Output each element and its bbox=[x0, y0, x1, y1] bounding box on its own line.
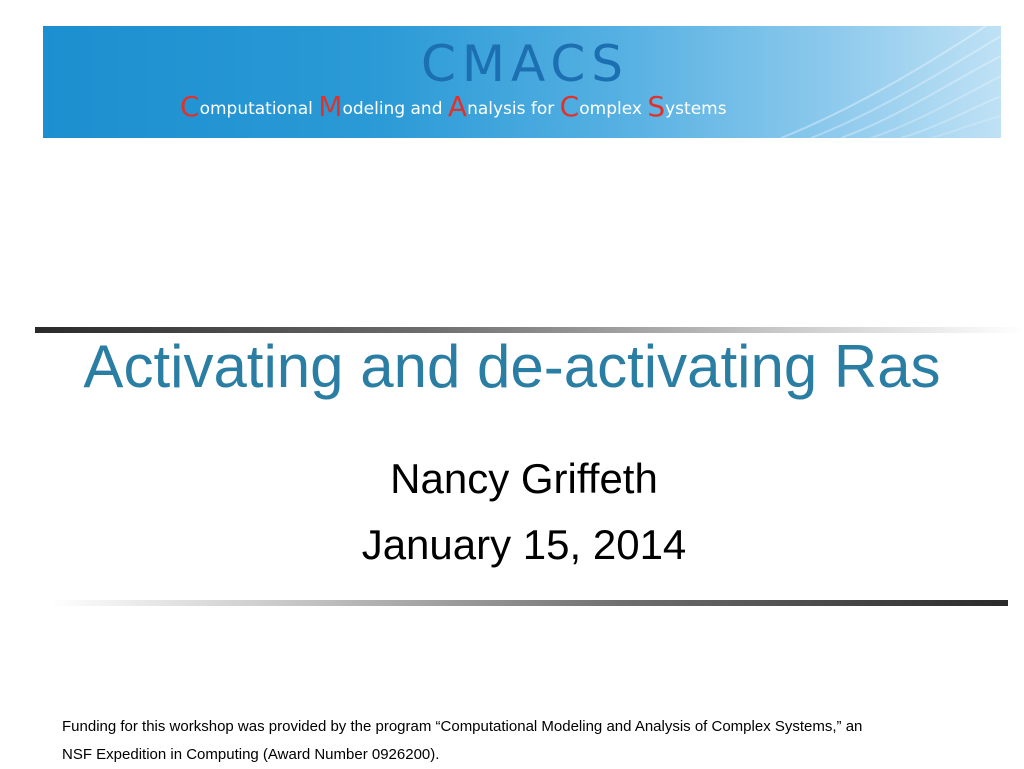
funding-line: NSF Expedition in Computing (Award Number 0926200). bbox=[62, 746, 440, 763]
slide-title: Activating and de-activating Ras bbox=[83, 333, 941, 400]
tagline-word: omputational bbox=[199, 99, 319, 119]
funding-note bbox=[62, 713, 982, 769]
funding-line: Funding for this workshop was provided by the program “Computational Modeling and Analysis of Complex Systems,” an bbox=[62, 718, 863, 735]
cmacs-tagline bbox=[180, 90, 727, 123]
banner-decoration bbox=[741, 26, 1001, 138]
slide-author: Nancy Griffeth bbox=[390, 455, 658, 502]
tagline-cap: S bbox=[647, 90, 666, 123]
tagline-word: ystems bbox=[665, 99, 727, 119]
cmacs-logo-text: CMACS bbox=[421, 35, 630, 93]
title-divider-bottom bbox=[48, 600, 1008, 606]
tagline-cap: C bbox=[559, 90, 580, 123]
tagline-word: nalysis for bbox=[467, 99, 560, 119]
tagline-word: omplex bbox=[579, 99, 648, 119]
tagline-cap: M bbox=[318, 90, 343, 123]
cmacs-banner bbox=[43, 26, 1001, 138]
tagline-word: odeling and bbox=[342, 99, 448, 119]
tagline-cap: C bbox=[180, 90, 200, 123]
slide-date: January 15, 2014 bbox=[361, 521, 687, 568]
tagline-cap: A bbox=[447, 90, 468, 123]
